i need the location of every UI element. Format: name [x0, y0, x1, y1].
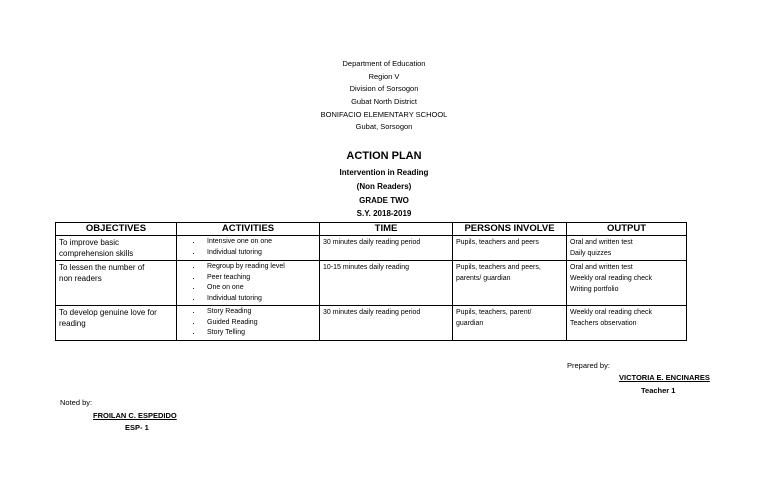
output-text: Oral and written test: [570, 264, 633, 271]
activity-item: · Individual tutoring: [180, 294, 316, 305]
persons-text: Pupils, teachers and peers: [456, 239, 539, 246]
objective-text: reading: [59, 319, 86, 328]
objective-text: non readers: [59, 274, 102, 283]
objective-cell: [56, 306, 177, 341]
header-district: Gubat North District: [351, 97, 417, 106]
output-text: Teachers observation: [570, 320, 637, 327]
persons-text: guardian: [456, 320, 484, 327]
time-cell: 10-15 minutes daily reading: [320, 261, 453, 306]
persons-cell: [453, 236, 567, 261]
objective-text: To develop genuine love for: [59, 308, 157, 317]
activity-item: · Guided Reading: [180, 318, 316, 329]
header-region: Region V: [368, 72, 400, 81]
header-division: Division of Sorsogon: [349, 84, 419, 93]
activity-item: · Story Telling: [180, 328, 316, 339]
persons-cell: [453, 306, 567, 341]
table-header-row: [56, 223, 687, 236]
prepared-by-position: Teacher 1: [641, 386, 676, 395]
table-row: [56, 236, 687, 261]
page-title: ACTION PLAN: [346, 150, 422, 162]
column-header-activities: ACTIVITIES: [177, 223, 320, 236]
output-cell: [567, 236, 687, 261]
output-text: Weekly oral reading check: [570, 275, 652, 282]
subtitle-school-year: S.Y. 2018-2019: [356, 209, 412, 218]
header-department: Department of Education: [342, 59, 426, 68]
objective-text: To lessen the number of: [59, 263, 145, 272]
activities-cell: [177, 306, 320, 341]
activity-item: · One on one: [180, 283, 316, 294]
column-header-time: TIME: [320, 223, 453, 236]
output-text: Oral and written test: [570, 239, 633, 246]
column-header-objectives: OBJECTIVES: [56, 223, 177, 236]
output-text: Weekly oral reading check: [570, 309, 652, 316]
time-cell: 30 minutes daily reading period: [320, 236, 453, 261]
activities-cell: [177, 261, 320, 306]
activity-item: · Individual tutoring: [180, 248, 316, 259]
activity-item: · Story Reading: [180, 307, 316, 318]
column-header-output: OUTPUT: [567, 223, 687, 236]
output-text: Daily quizzes: [570, 250, 612, 257]
header-school: BONIFACIO ELEMENTARY SCHOOL: [320, 110, 448, 119]
activity-item: · Intensive one on one: [180, 237, 316, 248]
persons-text: Pupils, teachers, parent/: [456, 309, 532, 316]
noted-by-name: FROILAN C. ESPEDIDO: [93, 411, 177, 420]
table-row: [56, 306, 687, 341]
activity-item: · Regroup by reading level: [180, 262, 316, 273]
header-location: Gubat, Sorsogon: [355, 122, 413, 131]
output-cell: [567, 306, 687, 341]
subtitle-intervention: Intervention in Reading: [339, 168, 429, 177]
activity-item: · Peer teaching: [180, 273, 316, 284]
prepared-by-name: VICTORIA E. ENCINARES: [619, 373, 710, 382]
persons-text: Pupils, teachers and peers,: [456, 264, 541, 271]
persons-text: parents/ guardian: [456, 275, 511, 282]
objective-text: comprehension skills: [59, 249, 134, 258]
objective-text: To improve basic: [59, 238, 120, 247]
objective-cell: [56, 236, 177, 261]
activities-cell: [177, 236, 320, 261]
persons-cell: [453, 261, 567, 306]
table-row: [56, 261, 687, 306]
column-header-persons-involve: PERSONS INVOLVE: [453, 223, 567, 236]
noted-by-label: Noted by:: [60, 398, 93, 407]
output-text: Writing portfolio: [570, 286, 619, 293]
subtitle-non-readers: (Non Readers): [356, 182, 412, 191]
objective-cell: [56, 261, 177, 306]
output-cell: [567, 261, 687, 306]
noted-by-position: ESP- 1: [125, 423, 149, 432]
action-plan-table: [55, 222, 687, 341]
time-cell: 30 minutes daily reading period: [320, 306, 453, 341]
subtitle-grade: GRADE TWO: [359, 196, 409, 205]
prepared-by-label: Prepared by:: [567, 361, 610, 370]
